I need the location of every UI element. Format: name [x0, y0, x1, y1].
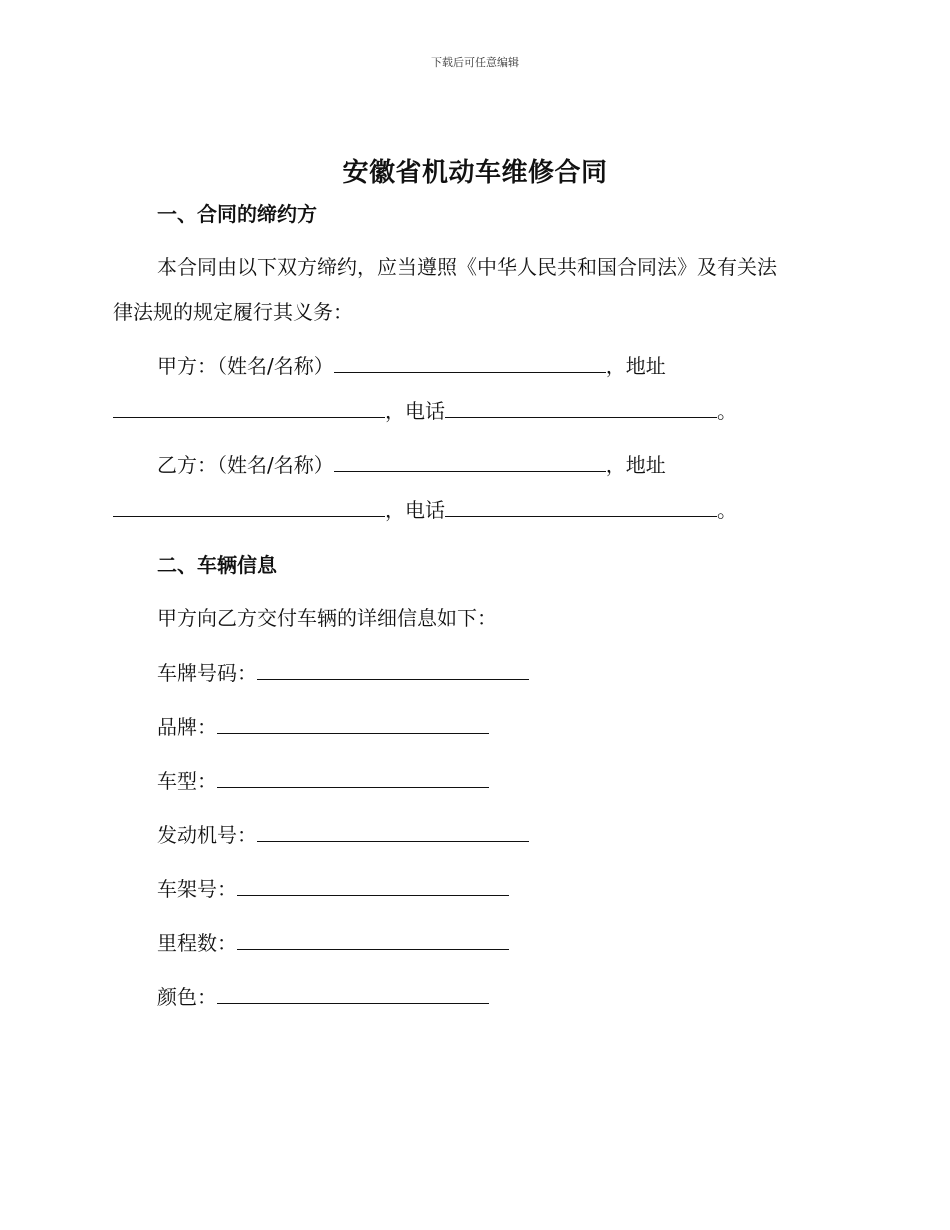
field-blank[interactable] — [217, 717, 489, 734]
party-a-phone-blank[interactable] — [445, 401, 717, 418]
party-a-address-label: ，地址 — [605, 354, 666, 378]
party-b-line-2 — [113, 498, 737, 522]
party-b-address-label: ，地址 — [605, 453, 666, 477]
section-1-intro-line-1: 本合同由以下双方缔约，应当遵照《中华人民共和国合同法》及有关法 — [157, 255, 777, 279]
field-blank[interactable] — [217, 771, 489, 788]
field-frame-number — [157, 877, 509, 901]
field-label: 发动机号： — [157, 823, 257, 847]
party-a-line-2 — [113, 399, 737, 423]
party-a-address-blank[interactable] — [113, 401, 385, 418]
field-label: 里程数： — [157, 931, 237, 955]
party-b-name-label: 乙方：（姓名/名称） — [157, 453, 334, 477]
party-b-address-blank[interactable] — [113, 500, 385, 517]
header-note: 下载后可任意编辑 — [431, 56, 519, 69]
field-model — [157, 769, 489, 793]
party-b-end: 。 — [717, 498, 737, 522]
field-brand — [157, 715, 489, 739]
field-label: 颜色： — [157, 985, 217, 1009]
party-b-line-1 — [157, 453, 666, 477]
section-2-intro: 甲方向乙方交付车辆的详细信息如下： — [157, 606, 497, 630]
party-a-phone-label: ，电话 — [385, 399, 445, 423]
field-blank[interactable] — [257, 825, 529, 842]
field-blank[interactable] — [237, 933, 509, 950]
party-a-line-1 — [157, 354, 666, 378]
party-b-name-blank[interactable] — [334, 455, 606, 472]
party-b-phone-blank[interactable] — [445, 500, 717, 517]
field-plate-number — [157, 661, 529, 685]
field-blank[interactable] — [257, 663, 529, 680]
section-1-heading: 一、合同的缔约方 — [157, 202, 317, 226]
field-blank[interactable] — [237, 879, 509, 896]
party-a-name-label: 甲方：（姓名/名称） — [157, 354, 334, 378]
field-mileage — [157, 931, 509, 955]
field-label: 车牌号码： — [157, 661, 257, 685]
field-label: 车架号： — [157, 877, 237, 901]
field-engine-number — [157, 823, 529, 847]
party-b-phone-label: ，电话 — [385, 498, 445, 522]
field-label: 品牌： — [157, 715, 217, 739]
field-blank[interactable] — [217, 987, 489, 1004]
party-a-name-blank[interactable] — [334, 356, 606, 373]
section-1-intro-line-2: 律法规的规定履行其义务： — [113, 300, 353, 324]
field-color — [157, 985, 489, 1009]
field-label: 车型： — [157, 769, 217, 793]
party-a-end: 。 — [717, 399, 737, 423]
section-2-heading: 二、车辆信息 — [157, 553, 277, 577]
document-title: 安徽省机动车维修合同 — [342, 158, 608, 188]
